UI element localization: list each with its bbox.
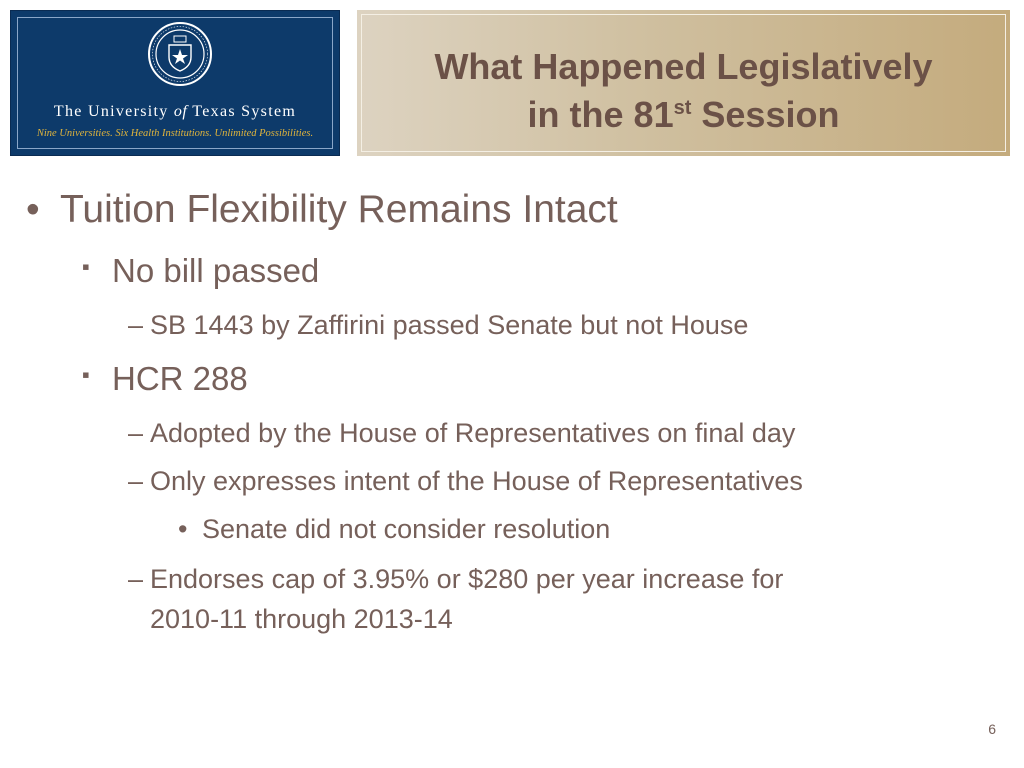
bullet-sb-1443: SB 1443 by Zaffirini passed Senate but not House (150, 310, 749, 340)
bullet-endorses-cap-line2: 2010-11 through 2013-14 (150, 604, 453, 634)
bullet-adopted-by-house: Adopted by the House of Representatives on final day (150, 418, 796, 448)
bullet-endorses-cap-line1: Endorses cap of 3.95% or $280 per year increase for (150, 564, 784, 594)
bullet-marker-l4: • (178, 514, 188, 544)
bullet-marker-l3: – (128, 466, 144, 496)
bullet-hcr-288: HCR 288 (112, 360, 248, 397)
bullet-marker-l2: ▪ (82, 362, 90, 387)
university-name-part1: The University (53, 103, 169, 120)
bullet-marker-l2: ▪ (82, 254, 90, 279)
bullet-only-expresses-intent: Only expresses intent of the House of Representatives (150, 466, 803, 496)
bullet-marker-l3: – (128, 418, 144, 448)
university-name-part2: Texas System (192, 103, 297, 120)
title-line2-sup: st (673, 97, 692, 119)
bullet-senate-did-not-consider: Senate did not consider resolution (202, 514, 611, 544)
page-number: 6 (988, 721, 996, 737)
bullet-marker-l1: • (26, 188, 40, 231)
bullet-marker-l3: – (128, 564, 144, 594)
bullet-no-bill-passed: No bill passed (112, 252, 320, 289)
title-line2-pre: in the 81 (527, 94, 674, 135)
bullet-tuition-flexibility: Tuition Flexibility Remains Intact (60, 188, 618, 231)
title-line2-post: Session (691, 94, 840, 135)
university-name-of: of (173, 103, 188, 120)
slide-title-line1: What Happened Legislatively (434, 46, 933, 87)
university-tagline: Nine Universities. Six Health Institutions. Unlimited Possibilities. (36, 128, 314, 139)
bullet-marker-l3: – (128, 310, 144, 340)
